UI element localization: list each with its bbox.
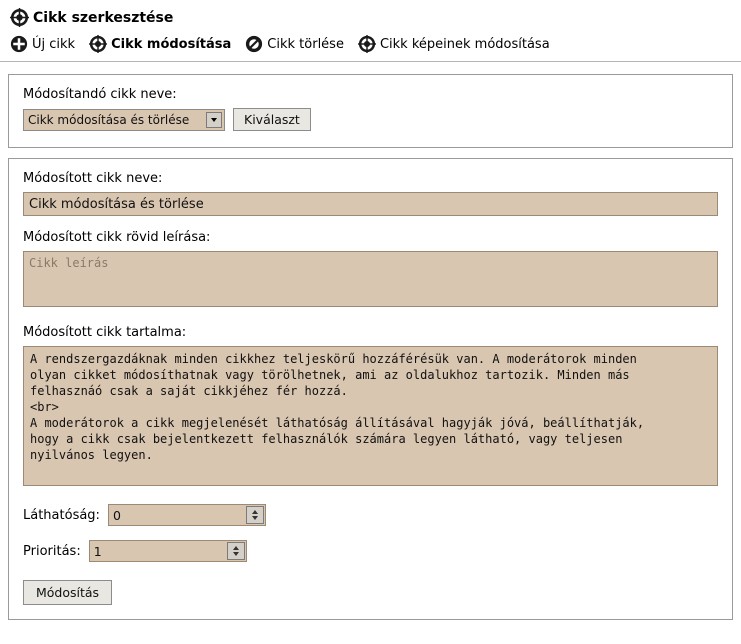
article-name-input[interactable] (23, 192, 718, 216)
select-article-panel (8, 74, 733, 148)
article-short-desc-textarea[interactable] (23, 251, 718, 307)
article-select-wrapper (23, 109, 225, 131)
priority-row (23, 540, 718, 562)
nav-item-cikk-kepeinek-modositasa[interactable] (358, 35, 550, 53)
visibility-spinner-buttons[interactable] (246, 506, 264, 524)
select-article-row (23, 108, 718, 131)
visibility-label: Láthatóság: (23, 507, 100, 523)
nav-label-uj-cikk: Új cikk (32, 36, 76, 52)
nav-item-uj-cikk[interactable] (10, 35, 75, 53)
page-title: Cikk szerkesztése (33, 9, 174, 26)
priority-label: Prioritás: (23, 543, 81, 559)
nav-label-cikk-torlese: Cikk törlése (267, 36, 344, 52)
nav-item-cikk-torlese[interactable] (245, 35, 344, 53)
article-content-label: Módosított cikk tartalma: (23, 325, 187, 340)
edit-article-panel (8, 158, 733, 620)
gear-icon (10, 8, 29, 27)
visibility-row (23, 504, 718, 526)
nav-label-cikk-modositasa: Cikk módosítása (111, 36, 232, 52)
priority-stepper[interactable] (89, 540, 247, 562)
nav-item-cikk-modositasa[interactable] (89, 35, 231, 53)
plus-circle-icon (10, 35, 28, 53)
chevron-down-icon (233, 552, 239, 556)
article-name-label: Módosított cikk neve: (23, 171, 163, 186)
chevron-up-icon (252, 510, 258, 514)
gear-icon (358, 35, 376, 53)
article-select[interactable] (23, 109, 225, 131)
page-header (0, 0, 741, 31)
gear-icon (89, 35, 107, 53)
article-short-desc-label: Módosított cikk rövid leírása: (23, 230, 211, 245)
chevron-up-icon (233, 546, 239, 550)
nav-label-cikk-kepeinek-modositasa: Cikk képeinek módosítása (379, 36, 550, 52)
select-article-label: Módosítandó cikk neve: (23, 87, 177, 102)
chevron-down-icon (252, 516, 258, 520)
submit-row (23, 580, 718, 605)
select-button[interactable]: Kiválaszt (233, 108, 311, 131)
save-button[interactable]: Módosítás (23, 580, 112, 605)
priority-input[interactable] (90, 541, 220, 561)
no-entry-icon (245, 35, 263, 53)
priority-spinner-buttons[interactable] (227, 542, 245, 560)
visibility-input[interactable] (109, 505, 239, 525)
article-content-textarea[interactable] (23, 346, 718, 486)
visibility-stepper[interactable] (108, 504, 266, 526)
main-nav (0, 31, 741, 62)
